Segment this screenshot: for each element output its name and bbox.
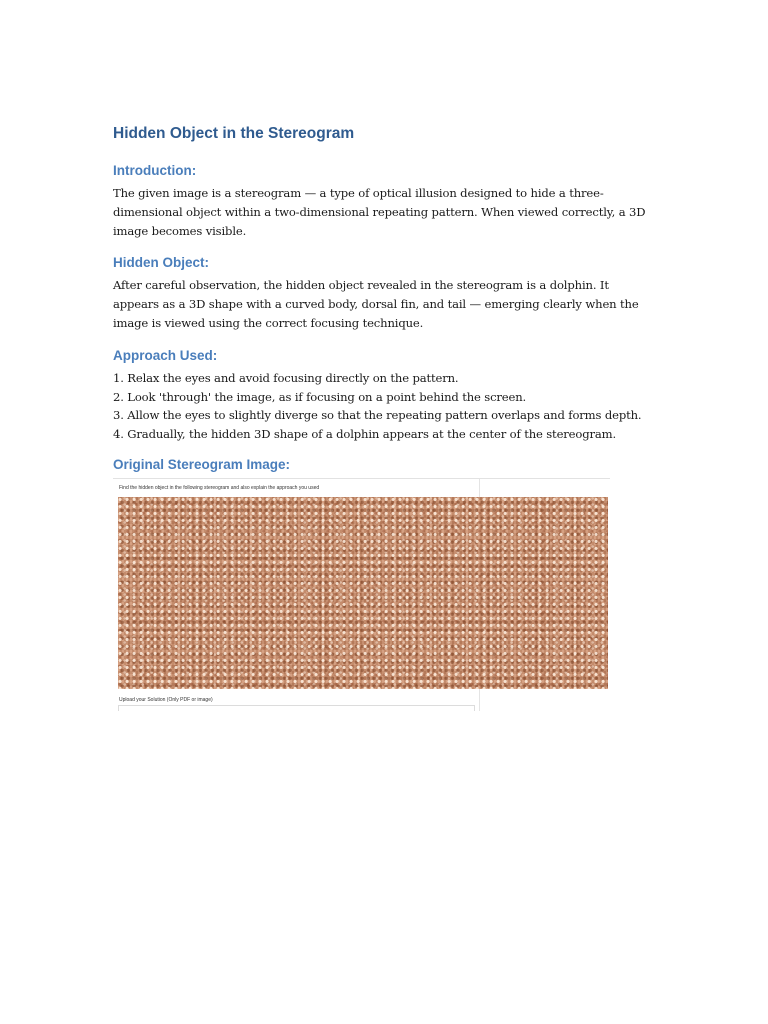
hidden-object-heading: Hidden Object: bbox=[113, 255, 210, 271]
screenshot-prompt-text: Find the hidden object in the following stereogram and also explain the approach you used bbox=[119, 484, 320, 491]
stereogram-pattern-image bbox=[118, 497, 608, 689]
approach-heading: Approach Used: bbox=[113, 347, 218, 363]
approach-step: 3. Allow the eyes to slightly diverge so that the repeating pattern overlaps and forms depth. bbox=[113, 408, 642, 423]
introduction-text: The given image is a stereogram — a type of optical illusion designed to hide a three-dimensional object within a two-dimensional repeating pattern. When viewed correctly, a 3D image becomes visible. bbox=[113, 186, 646, 238]
approach-step: 1. Relax the eyes and avoid focusing directly on the pattern. bbox=[113, 370, 459, 385]
document-page bbox=[113, 124, 658, 711]
original-image-heading: Original Stereogram Image: bbox=[113, 456, 291, 472]
approach-step: 4. Gradually, the hidden 3D shape of a dolphin appears at the center of the stereogram. bbox=[113, 427, 617, 442]
document-title: Hidden Object in the Stereogram bbox=[113, 125, 355, 142]
screenshot-upload-field bbox=[118, 705, 475, 711]
approach-step: 2. Look 'through' the image, as if focusing on a point behind the screen. bbox=[113, 389, 527, 404]
stereogram-screenshot bbox=[113, 478, 610, 711]
screenshot-upload-label: Upload your Solution (Only PDF or image) bbox=[119, 696, 213, 703]
approach-steps bbox=[113, 369, 658, 444]
hidden-object-text: After careful observation, the hidden object revealed in the stereogram is a dolphin. It appears as a 3D shape with a curved body, dorsal fin, and tail — emerging clearly when the image is viewed using the correct focusing technique. bbox=[113, 278, 639, 330]
introduction-heading: Introduction: bbox=[113, 163, 197, 178]
